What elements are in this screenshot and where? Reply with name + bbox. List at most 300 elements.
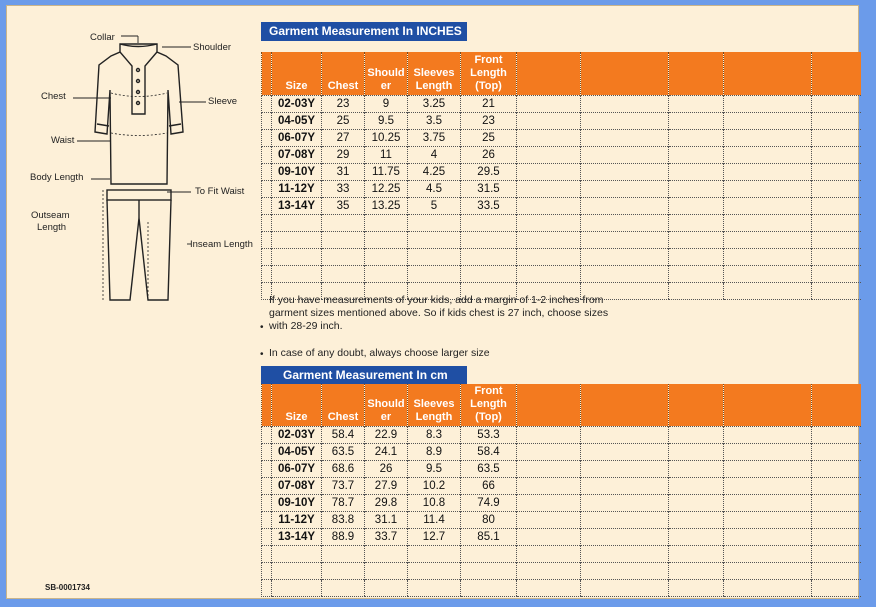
measurement-cell: 9.5	[365, 112, 408, 129]
empty-cell	[581, 112, 669, 129]
measurement-cell: 73.7	[322, 477, 365, 494]
to-fit-waist-label: To Fit Waist	[195, 186, 245, 197]
empty-cell	[812, 163, 861, 180]
measurement-cell: 29.5	[461, 163, 517, 180]
inches-header-size: Size	[272, 52, 322, 95]
measurement-cell: 58.4	[461, 443, 517, 460]
empty-cell	[272, 545, 322, 562]
empty-cell	[581, 265, 669, 282]
measurement-cell: 5	[408, 197, 461, 214]
empty-cell	[724, 282, 812, 299]
empty-cell	[581, 180, 669, 197]
empty-cell	[724, 163, 812, 180]
size-cell: 02-03Y	[272, 426, 322, 443]
empty-cell	[669, 265, 724, 282]
empty-cell	[581, 562, 669, 579]
measurement-cell: 33.7	[365, 528, 408, 545]
empty-cell	[461, 265, 517, 282]
empty-cell	[812, 477, 861, 494]
cm-header-empty	[812, 384, 861, 426]
cm-section-title: Garment Measurement In cm	[261, 366, 467, 385]
empty-cell	[724, 265, 812, 282]
measurement-cell: 25	[461, 129, 517, 146]
size-cell: 07-08Y	[272, 477, 322, 494]
empty-cell	[517, 443, 581, 460]
measurement-cell: 68.6	[322, 460, 365, 477]
inches-table-empty-row	[262, 214, 861, 231]
empty-cell	[262, 426, 272, 443]
measurement-cell: 4.5	[408, 180, 461, 197]
empty-cell	[669, 231, 724, 248]
empty-cell	[581, 460, 669, 477]
empty-cell	[812, 545, 861, 562]
measurement-cell: 85.1	[461, 528, 517, 545]
empty-cell	[322, 545, 365, 562]
empty-cell	[517, 214, 581, 231]
empty-cell	[812, 494, 861, 511]
cm-header-sleeves-length: Sleeves Length	[408, 384, 461, 426]
measurement-cell: 11	[365, 146, 408, 163]
empty-cell	[517, 163, 581, 180]
empty-cell	[581, 214, 669, 231]
cm-table-body	[262, 426, 861, 596]
empty-cell	[365, 579, 408, 596]
size-cell: 13-14Y	[272, 197, 322, 214]
notes-block	[260, 294, 609, 360]
inches-table-row	[262, 95, 861, 112]
empty-cell	[724, 528, 812, 545]
empty-cell	[517, 579, 581, 596]
empty-cell	[812, 95, 861, 112]
empty-cell	[669, 248, 724, 265]
empty-cell	[812, 112, 861, 129]
inches-header-empty	[812, 52, 861, 95]
cm-header-spacer	[262, 384, 272, 426]
size-cell: 07-08Y	[272, 146, 322, 163]
note-choose-larger: In case of any doubt, always choose larger size	[269, 347, 490, 359]
empty-cell	[517, 426, 581, 443]
empty-cell	[812, 511, 861, 528]
cm-table-empty-row	[262, 545, 861, 562]
empty-cell	[408, 214, 461, 231]
size-cell: 11-12Y	[272, 180, 322, 197]
empty-cell	[262, 214, 272, 231]
inches-table-row	[262, 129, 861, 146]
empty-cell	[517, 511, 581, 528]
empty-cell	[812, 265, 861, 282]
inches-table-row	[262, 112, 861, 129]
empty-cell	[262, 248, 272, 265]
empty-cell	[724, 231, 812, 248]
empty-cell	[408, 231, 461, 248]
empty-cell	[517, 545, 581, 562]
empty-cell	[262, 528, 272, 545]
measurement-cell: 21	[461, 95, 517, 112]
empty-cell	[669, 214, 724, 231]
empty-cell	[581, 163, 669, 180]
empty-cell	[262, 163, 272, 180]
empty-cell	[262, 494, 272, 511]
measurement-cell: 4	[408, 146, 461, 163]
measurement-cell: 31.5	[461, 180, 517, 197]
empty-cell	[669, 146, 724, 163]
empty-cell	[272, 562, 322, 579]
cm-table-row	[262, 443, 861, 460]
inches-header-empty	[517, 52, 581, 95]
empty-cell	[517, 129, 581, 146]
cm-header-shoulder: Should er	[365, 384, 408, 426]
measurement-cell: 66	[461, 477, 517, 494]
empty-cell	[322, 248, 365, 265]
measurement-cell: 88.9	[322, 528, 365, 545]
outseam-length-label-line1: Outseam	[31, 210, 70, 221]
measurement-cell: 3.5	[408, 112, 461, 129]
empty-cell	[812, 146, 861, 163]
inches-table	[261, 52, 861, 300]
measurement-cell: 11.75	[365, 163, 408, 180]
empty-cell	[581, 443, 669, 460]
cm-table	[261, 384, 861, 597]
size-chart-sheet	[6, 5, 859, 599]
measurement-cell: 80	[461, 511, 517, 528]
inches-table-empty-row	[262, 265, 861, 282]
empty-cell	[669, 528, 724, 545]
size-cell: 04-05Y	[272, 443, 322, 460]
measurement-cell: 83.8	[322, 511, 365, 528]
empty-cell	[812, 562, 861, 579]
empty-cell	[408, 562, 461, 579]
product-code: SB-0001734	[45, 583, 90, 592]
empty-cell	[669, 511, 724, 528]
empty-cell	[272, 231, 322, 248]
sleeve-label: Sleeve	[208, 96, 238, 107]
empty-cell	[517, 231, 581, 248]
empty-cell	[322, 562, 365, 579]
measurement-cell: 31	[322, 163, 365, 180]
measurement-cell: 31.1	[365, 511, 408, 528]
empty-cell	[262, 562, 272, 579]
cm-header-empty	[669, 384, 724, 426]
empty-cell	[262, 197, 272, 214]
measurement-cell: 23	[322, 95, 365, 112]
empty-cell	[812, 197, 861, 214]
empty-cell	[517, 265, 581, 282]
measurement-cell: 27.9	[365, 477, 408, 494]
measurement-cell: 63.5	[322, 443, 365, 460]
empty-cell	[724, 511, 812, 528]
empty-cell	[669, 579, 724, 596]
empty-cell	[581, 197, 669, 214]
empty-cell	[322, 265, 365, 282]
measurement-cell: 29.8	[365, 494, 408, 511]
inches-table-row	[262, 146, 861, 163]
measurement-cell: 4.25	[408, 163, 461, 180]
measurement-cell: 24.1	[365, 443, 408, 460]
empty-cell	[669, 460, 724, 477]
empty-cell	[272, 265, 322, 282]
empty-cell	[461, 248, 517, 265]
chest-label: Chest	[41, 91, 66, 102]
empty-cell	[724, 477, 812, 494]
measurement-cell: 13.25	[365, 197, 408, 214]
empty-cell	[812, 426, 861, 443]
empty-cell	[581, 129, 669, 146]
empty-cell	[724, 95, 812, 112]
empty-cell	[262, 443, 272, 460]
body-length-label: Body Length	[30, 172, 84, 183]
empty-cell	[581, 426, 669, 443]
measurement-cell: 3.25	[408, 95, 461, 112]
empty-cell	[724, 545, 812, 562]
empty-cell	[365, 231, 408, 248]
size-cell: 09-10Y	[272, 494, 322, 511]
empty-cell	[812, 528, 861, 545]
note-item	[260, 294, 609, 333]
measurement-cell: 33.5	[461, 197, 517, 214]
shoulder-label: Shoulder	[193, 42, 232, 53]
empty-cell	[262, 129, 272, 146]
empty-cell	[262, 180, 272, 197]
bullet-icon: •	[260, 322, 264, 333]
empty-cell	[322, 231, 365, 248]
empty-cell	[517, 112, 581, 129]
empty-cell	[669, 163, 724, 180]
measurement-cell: 11.4	[408, 511, 461, 528]
collar-label: Collar	[90, 32, 115, 43]
inches-table-body	[262, 95, 861, 299]
size-cell: 11-12Y	[272, 511, 322, 528]
empty-cell	[669, 95, 724, 112]
empty-cell	[812, 214, 861, 231]
cm-table-row	[262, 477, 861, 494]
inches-header-empty	[581, 52, 669, 95]
cm-header-empty	[724, 384, 812, 426]
size-cell: 06-07Y	[272, 129, 322, 146]
empty-cell	[365, 545, 408, 562]
measurement-cell: 78.7	[322, 494, 365, 511]
empty-cell	[581, 494, 669, 511]
note-margin-advice: If you have measurements of your kids, add a margin of 1-2 inches from garment sizes mentioned above. So if kids chest is 27 inch, choose sizes with 28-29 inch.	[269, 294, 609, 332]
garment-illustration	[7, 6, 267, 326]
empty-cell	[724, 248, 812, 265]
empty-cell	[724, 443, 812, 460]
empty-cell	[669, 494, 724, 511]
empty-cell	[262, 146, 272, 163]
cm-header-empty	[581, 384, 669, 426]
empty-cell	[724, 197, 812, 214]
inches-table-row	[262, 197, 861, 214]
empty-cell	[517, 146, 581, 163]
empty-cell	[669, 282, 724, 299]
empty-cell	[262, 95, 272, 112]
waist-label: Waist	[51, 135, 75, 146]
measurement-cell: 9	[365, 95, 408, 112]
measurement-cell: 53.3	[461, 426, 517, 443]
empty-cell	[581, 477, 669, 494]
empty-cell	[365, 265, 408, 282]
inches-header-shoulder: Should er	[365, 52, 408, 95]
empty-cell	[517, 562, 581, 579]
empty-cell	[517, 197, 581, 214]
empty-cell	[581, 545, 669, 562]
empty-cell	[272, 248, 322, 265]
cm-table-row	[262, 511, 861, 528]
cm-table-row	[262, 460, 861, 477]
empty-cell	[724, 562, 812, 579]
empty-cell	[724, 180, 812, 197]
empty-cell	[669, 426, 724, 443]
bullet-icon: •	[260, 349, 264, 360]
empty-cell	[581, 511, 669, 528]
empty-cell	[365, 562, 408, 579]
cm-table-empty-row	[262, 579, 861, 596]
cm-table-row	[262, 528, 861, 545]
inches-header-empty	[724, 52, 812, 95]
cm-header-front-length: Front Length (Top)	[461, 384, 517, 426]
empty-cell	[812, 180, 861, 197]
measurement-cell: 9.5	[408, 460, 461, 477]
inches-header-front-length: Front Length (Top)	[461, 52, 517, 95]
size-cell: 06-07Y	[272, 460, 322, 477]
empty-cell	[262, 579, 272, 596]
empty-cell	[669, 477, 724, 494]
empty-cell	[408, 265, 461, 282]
empty-cell	[724, 146, 812, 163]
empty-cell	[517, 460, 581, 477]
measurement-cell: 26	[461, 146, 517, 163]
size-cell: 09-10Y	[272, 163, 322, 180]
measurement-cell: 25	[322, 112, 365, 129]
measurement-cell: 29	[322, 146, 365, 163]
inches-section-title: Garment Measurement In INCHES	[261, 22, 467, 41]
inches-table-row	[262, 180, 861, 197]
empty-cell	[461, 562, 517, 579]
empty-cell	[365, 248, 408, 265]
measurement-cell: 12.7	[408, 528, 461, 545]
empty-cell	[724, 112, 812, 129]
measurement-cell: 26	[365, 460, 408, 477]
empty-cell	[517, 528, 581, 545]
empty-cell	[669, 180, 724, 197]
measurement-diagram	[7, 6, 267, 326]
inches-header-spacer	[262, 52, 272, 95]
empty-cell	[812, 579, 861, 596]
measurement-cell: 63.5	[461, 460, 517, 477]
empty-cell	[669, 443, 724, 460]
inches-header-chest: Chest	[322, 52, 365, 95]
measurement-cell: 8.9	[408, 443, 461, 460]
cm-table-row	[262, 494, 861, 511]
measurement-cell: 10.25	[365, 129, 408, 146]
empty-cell	[322, 579, 365, 596]
cm-table-row	[262, 426, 861, 443]
measurement-cell: 10.8	[408, 494, 461, 511]
inches-table-empty-row	[262, 248, 861, 265]
empty-cell	[812, 248, 861, 265]
empty-cell	[262, 477, 272, 494]
measurement-cell: 74.9	[461, 494, 517, 511]
empty-cell	[262, 265, 272, 282]
empty-cell	[262, 112, 272, 129]
empty-cell	[581, 248, 669, 265]
inches-header-empty	[669, 52, 724, 95]
empty-cell	[262, 511, 272, 528]
empty-cell	[581, 579, 669, 596]
inches-table-row	[262, 163, 861, 180]
empty-cell	[669, 197, 724, 214]
measurement-cell: 27	[322, 129, 365, 146]
cm-header-chest: Chest	[322, 384, 365, 426]
cm-table-empty-row	[262, 562, 861, 579]
inches-table-empty-row	[262, 231, 861, 248]
measurement-cell: 3.75	[408, 129, 461, 146]
empty-cell	[581, 231, 669, 248]
empty-cell	[461, 214, 517, 231]
empty-cell	[262, 460, 272, 477]
cm-header-size: Size	[272, 384, 322, 426]
empty-cell	[812, 231, 861, 248]
empty-cell	[669, 129, 724, 146]
empty-cell	[322, 214, 365, 231]
empty-cell	[669, 562, 724, 579]
empty-cell	[408, 545, 461, 562]
empty-cell	[812, 460, 861, 477]
size-cell: 13-14Y	[272, 528, 322, 545]
empty-cell	[517, 477, 581, 494]
empty-cell	[461, 231, 517, 248]
empty-cell	[724, 426, 812, 443]
empty-cell	[812, 129, 861, 146]
inches-header-sleeves-length: Sleeves Length	[408, 52, 461, 95]
measurement-cell: 58.4	[322, 426, 365, 443]
note-item	[260, 347, 609, 360]
measurement-cell: 8.3	[408, 426, 461, 443]
empty-cell	[262, 231, 272, 248]
empty-cell	[517, 95, 581, 112]
measurement-cell: 12.25	[365, 180, 408, 197]
measurement-cell: 23	[461, 112, 517, 129]
measurement-cell: 33	[322, 180, 365, 197]
size-cell: 02-03Y	[272, 95, 322, 112]
empty-cell	[517, 180, 581, 197]
empty-cell	[669, 545, 724, 562]
empty-cell	[581, 95, 669, 112]
empty-cell	[724, 579, 812, 596]
measurement-cell: 35	[322, 197, 365, 214]
empty-cell	[461, 545, 517, 562]
empty-cell	[365, 214, 408, 231]
size-cell: 04-05Y	[272, 112, 322, 129]
empty-cell	[581, 146, 669, 163]
cm-header-empty	[517, 384, 581, 426]
empty-cell	[581, 528, 669, 545]
empty-cell	[724, 129, 812, 146]
empty-cell	[724, 494, 812, 511]
empty-cell	[408, 248, 461, 265]
empty-cell	[262, 545, 272, 562]
empty-cell	[461, 579, 517, 596]
outseam-length-label-line2: Length	[37, 222, 67, 233]
empty-cell	[669, 112, 724, 129]
empty-cell	[408, 579, 461, 596]
empty-cell	[517, 494, 581, 511]
empty-cell	[517, 248, 581, 265]
measurement-cell: 22.9	[365, 426, 408, 443]
empty-cell	[724, 214, 812, 231]
measurement-cell: 10.2	[408, 477, 461, 494]
empty-cell	[812, 282, 861, 299]
empty-cell	[272, 579, 322, 596]
